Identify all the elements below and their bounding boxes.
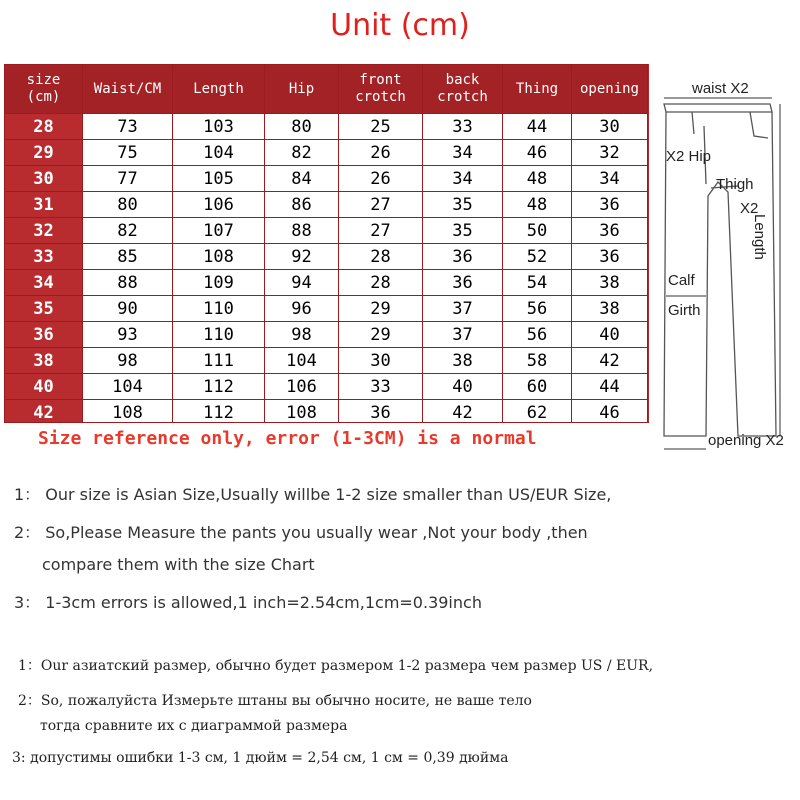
table-cell: 104 xyxy=(265,348,339,374)
table-cell: 40 xyxy=(572,322,648,348)
table-cell: 88 xyxy=(83,270,173,296)
pants-outline-icon xyxy=(656,64,796,456)
table-cell: 56 xyxy=(503,296,572,322)
size-cell: 36 xyxy=(5,322,83,348)
table-cell: 27 xyxy=(339,218,423,244)
table-cell: 105 xyxy=(173,166,265,192)
table-cell: 82 xyxy=(265,140,339,166)
note-ru-2: 2：So, пожалуйста Измерьте штаны вы обычно носите, не ваше тело xyxy=(18,693,532,709)
column-header-length: Length xyxy=(173,65,265,114)
table-cell: 30 xyxy=(339,348,423,374)
table-row xyxy=(5,166,648,192)
size-reference-note: Size reference only, error (1-3CM) is a normal xyxy=(38,428,537,449)
table-cell: 80 xyxy=(265,114,339,140)
column-header-opening: opening xyxy=(572,65,648,114)
table-cell: 28 xyxy=(339,270,423,296)
table-cell: 50 xyxy=(503,218,572,244)
table-cell: 86 xyxy=(265,192,339,218)
table-cell: 48 xyxy=(503,192,572,218)
note-en-1: 1： Our size is Asian Size,Usually willbe 1-2 size smaller than US/EUR Size, xyxy=(14,485,612,504)
table-cell: 33 xyxy=(339,374,423,400)
table-cell: 104 xyxy=(173,140,265,166)
size-table xyxy=(4,64,648,426)
table-cell: 48 xyxy=(503,166,572,192)
table-cell: 36 xyxy=(572,192,648,218)
note-ru-1: 1：Our азиатский размер, обычно будет размером 1-2 размера чем размер US / EUR, xyxy=(18,658,654,674)
table-row xyxy=(5,192,648,218)
table-cell: 98 xyxy=(265,322,339,348)
column-header-thigh: Thing xyxy=(503,65,572,114)
table-cell: 35 xyxy=(423,192,503,218)
size-cell: 40 xyxy=(5,374,83,400)
table-row xyxy=(5,296,648,322)
table-cell: 28 xyxy=(339,244,423,270)
table-cell: 36 xyxy=(572,244,648,270)
size-cell: 32 xyxy=(5,218,83,244)
table-cell: 42 xyxy=(423,400,503,426)
table-cell: 29 xyxy=(339,296,423,322)
table-cell: 80 xyxy=(83,192,173,218)
column-header-waist: Waist/CM xyxy=(83,65,173,114)
size-cell: 29 xyxy=(5,140,83,166)
table-row xyxy=(5,218,648,244)
table-row xyxy=(5,140,648,166)
size-cell: 30 xyxy=(5,166,83,192)
table-row xyxy=(5,244,648,270)
table-cell: 108 xyxy=(265,400,339,426)
table-cell: 92 xyxy=(265,244,339,270)
table-cell: 36 xyxy=(423,270,503,296)
table-cell: 35 xyxy=(423,218,503,244)
table-cell: 108 xyxy=(173,244,265,270)
column-header-back-crotch: back crotch xyxy=(423,65,503,114)
table-cell: 34 xyxy=(423,166,503,192)
table-cell: 98 xyxy=(83,348,173,374)
table-cell: 96 xyxy=(265,296,339,322)
diagram-label-waist: waist X2 xyxy=(692,80,749,97)
table-cell: 110 xyxy=(173,322,265,348)
table-cell: 103 xyxy=(173,114,265,140)
table-cell: 77 xyxy=(83,166,173,192)
diagram-label-calf: Calf xyxy=(668,272,695,289)
table-cell: 46 xyxy=(572,400,648,426)
table-cell: 93 xyxy=(83,322,173,348)
table-cell: 33 xyxy=(423,114,503,140)
table-cell: 27 xyxy=(339,192,423,218)
table-cell: 109 xyxy=(173,270,265,296)
column-header-size: size (cm) xyxy=(5,65,83,114)
size-cell: 38 xyxy=(5,348,83,374)
table-cell: 104 xyxy=(83,374,173,400)
table-cell: 38 xyxy=(423,348,503,374)
table-row xyxy=(5,114,648,140)
size-cell: 42 xyxy=(5,400,83,426)
size-note-row xyxy=(4,422,649,457)
table-cell: 84 xyxy=(265,166,339,192)
diagram-label-thigh-x2: X2 xyxy=(740,200,759,217)
table-cell: 34 xyxy=(572,166,648,192)
table-header-row xyxy=(5,65,648,114)
table-cell: 60 xyxy=(503,374,572,400)
table-cell: 82 xyxy=(83,218,173,244)
table-cell: 112 xyxy=(173,400,265,426)
table-cell: 94 xyxy=(265,270,339,296)
column-header-front-crotch: front crotch xyxy=(339,65,423,114)
table-cell: 30 xyxy=(572,114,648,140)
size-cell: 28 xyxy=(5,114,83,140)
table-cell: 36 xyxy=(572,218,648,244)
table-cell: 75 xyxy=(83,140,173,166)
table-cell: 108 xyxy=(83,400,173,426)
table-cell: 73 xyxy=(83,114,173,140)
table-cell: 110 xyxy=(173,296,265,322)
table-cell: 44 xyxy=(572,374,648,400)
table-cell: 38 xyxy=(572,270,648,296)
table-cell: 56 xyxy=(503,322,572,348)
table-cell: 90 xyxy=(83,296,173,322)
table-cell: 85 xyxy=(83,244,173,270)
table-cell: 40 xyxy=(423,374,503,400)
table-cell: 38 xyxy=(572,296,648,322)
size-cell: 31 xyxy=(5,192,83,218)
pants-measurement-diagram xyxy=(656,64,796,456)
table-cell: 29 xyxy=(339,322,423,348)
table-cell: 42 xyxy=(572,348,648,374)
table-cell: 32 xyxy=(572,140,648,166)
table-cell: 107 xyxy=(173,218,265,244)
diagram-label-opening: opening X2 xyxy=(708,432,784,449)
note-en-3: 3： 1-3cm errors is allowed,1 inch=2.54cm,1cm=0.39inch xyxy=(14,593,482,612)
table-cell: 62 xyxy=(503,400,572,426)
note-ru-3: 3: допустимы ошибки 1-3 см, 1 дюйм = 2,54 см, 1 см = 0,39 дюйма xyxy=(12,750,509,766)
table-cell: 37 xyxy=(423,296,503,322)
table-cell: 112 xyxy=(173,374,265,400)
table-cell: 26 xyxy=(339,140,423,166)
page-title: Unit (cm) xyxy=(330,8,470,43)
size-cell: 34 xyxy=(5,270,83,296)
table-cell: 36 xyxy=(339,400,423,426)
note-en-2: 2： So,Please Measure the pants you usually wear ,Not your body ,then xyxy=(14,523,588,542)
diagram-label-girth: Girth xyxy=(668,302,701,319)
diagram-label-length: Length xyxy=(751,214,768,260)
table-cell: 44 xyxy=(503,114,572,140)
table-cell: 54 xyxy=(503,270,572,296)
size-cell: 33 xyxy=(5,244,83,270)
diagram-label-thigh: Thigh xyxy=(716,176,754,193)
diagram-label-hip: X2 Hip xyxy=(666,148,712,165)
note-ru-2b: тогда сравните их с диаграммой размера xyxy=(40,718,348,734)
table-cell: 26 xyxy=(339,166,423,192)
table-cell: 37 xyxy=(423,322,503,348)
table-row xyxy=(5,270,648,296)
size-chart xyxy=(4,64,649,456)
table-row xyxy=(5,374,648,400)
table-cell: 58 xyxy=(503,348,572,374)
table-cell: 25 xyxy=(339,114,423,140)
table-row xyxy=(5,322,648,348)
note-en-2b: compare them with the size Chart xyxy=(42,555,315,574)
table-cell: 52 xyxy=(503,244,572,270)
table-cell: 106 xyxy=(265,374,339,400)
table-cell: 36 xyxy=(423,244,503,270)
table-cell: 111 xyxy=(173,348,265,374)
table-cell: 88 xyxy=(265,218,339,244)
column-header-hip: Hip xyxy=(265,65,339,114)
table-row xyxy=(5,348,648,374)
table-cell: 106 xyxy=(173,192,265,218)
size-cell: 35 xyxy=(5,296,83,322)
table-cell: 34 xyxy=(423,140,503,166)
table-cell: 46 xyxy=(503,140,572,166)
